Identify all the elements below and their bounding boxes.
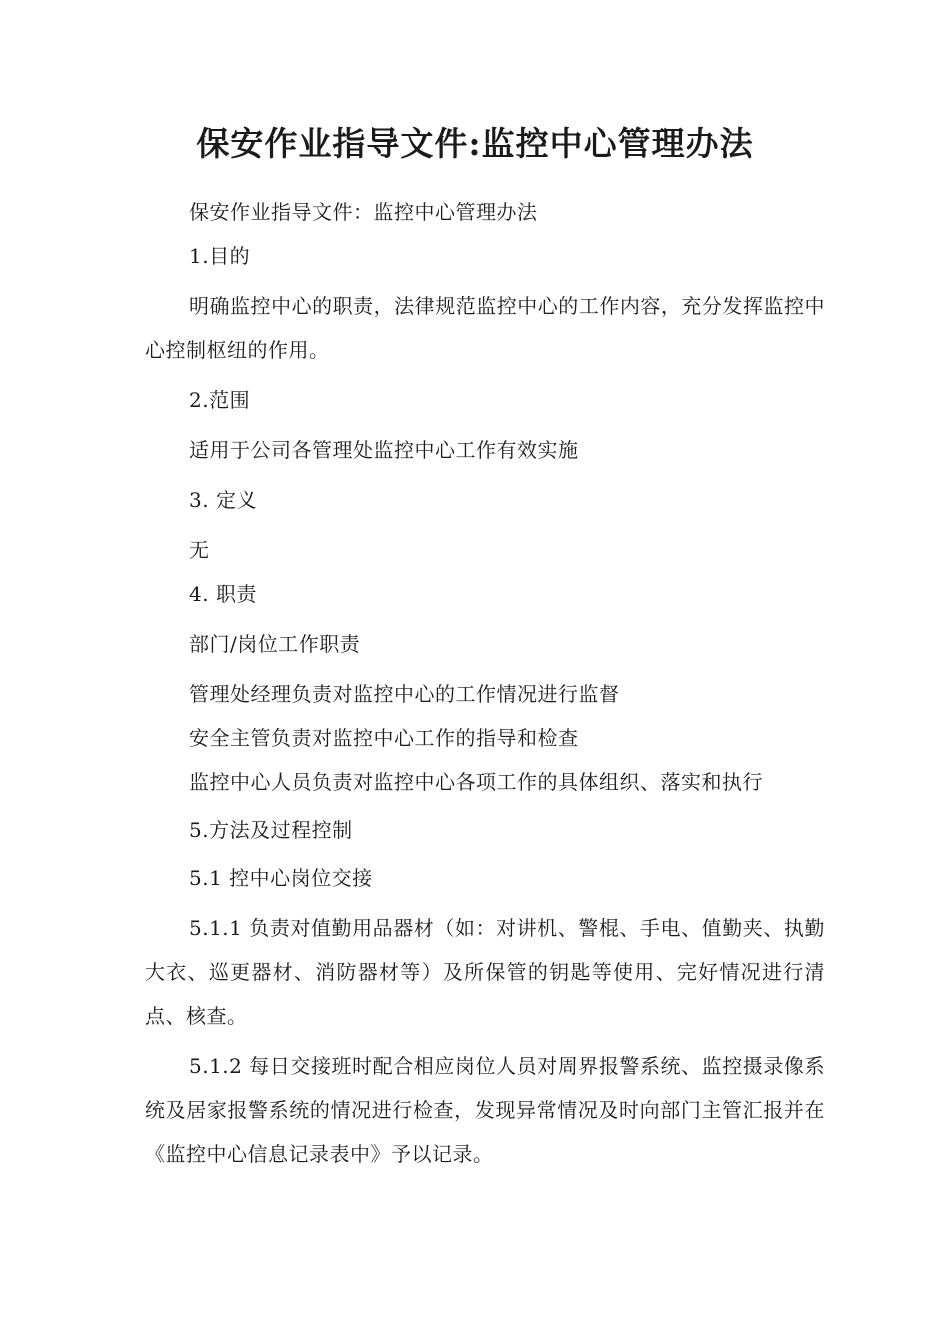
paragraph-definition: 无	[189, 538, 210, 562]
paragraph-supervisor-duty: 安全主管负责对监控中心工作的指导和检查	[189, 726, 579, 750]
paragraph-purpose: 明确监控中心的职责，法律规范监控中心的工作内容，充分发挥监控中心控制枢纽的作用。	[145, 294, 825, 362]
heading-definition: 3. 定义	[189, 488, 257, 512]
heading-purpose: 1.目的	[189, 244, 251, 268]
paragraph-dept-duties: 部门/岗位工作职责	[189, 632, 361, 656]
paragraph-5-1-2: 5.1.2 每日交接班时配合相应岗位人员对周界报警系统、监控摄录像系统及居家报警系统的情况进行检查，发现异常情况及时向部门主管汇报并在《监控中心信息记录表中》予以记录。	[145, 1054, 825, 1166]
heading-scope: 2.范围	[189, 388, 251, 412]
paragraph-scope: 适用于公司各管理处监控中心工作有效实施	[189, 438, 579, 462]
heading-methods: 5.方法及过程控制	[189, 818, 353, 842]
heading-responsibilities: 4. 职责	[189, 582, 257, 606]
heading-handover: 5.1 控中心岗位交接	[189, 866, 373, 890]
paragraph-5-1-1: 5.1.1 负责对值勤用品器材（如：对讲机、警棍、手电、值勤夹、执勤大衣、巡更器材、消防器材等）及所保管的钥匙等使用、完好情况进行清点、核查。	[145, 916, 825, 1028]
document-title: 保安作业指导文件:监控中心管理办法	[196, 124, 754, 163]
paragraph-manager-duty: 管理处经理负责对监控中心的工作情况进行监督	[189, 682, 620, 706]
paragraph-staff-duty: 监控中心人员负责对监控中心各项工作的具体组织、落实和执行	[189, 770, 763, 794]
paragraph-subtitle: 保安作业指导文件：监控中心管理办法	[189, 200, 538, 224]
document-body	[145, 190, 825, 1176]
